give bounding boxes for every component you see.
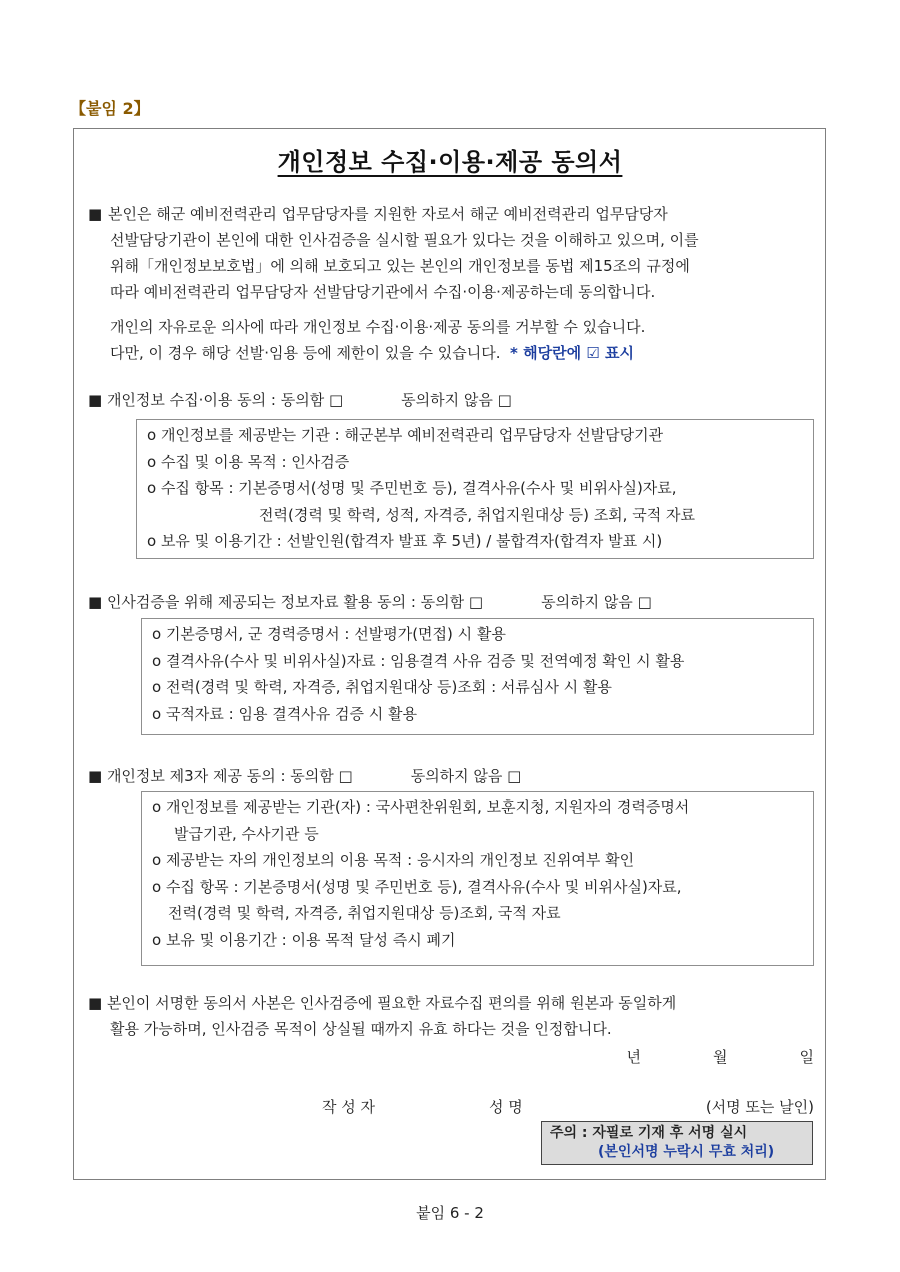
section1-agree-label[interactable]: ■ 개인정보 수집·이용 동의 : 동의함 □ [88,391,344,409]
section2-details-box [141,618,814,735]
section2-item-2: o 결격사유(수사 및 비위사실)자료 : 임용결격 사유 검증 및 전역예정 확인 시 활용 [152,651,685,670]
section3-item-4: o 보유 및 이용기간 : 이용 목적 달성 즉시 폐기 [152,930,456,949]
attachment-label: 【붙임 2】 [70,99,150,118]
closing-paragraph [88,990,818,1042]
writer-label: 작 성 자 [322,1098,376,1116]
square-bullet-icon: ■ [88,205,103,223]
section3-item-3: o 수집 항목 : 기본증명서(성명 및 주민번호 등), 결격사유(수사 및 비위사실)자료, [152,877,682,896]
section2-agree-label[interactable]: ■ 인사검증을 위해 제공되는 정보자료 활용 동의 : 동의함 □ [88,593,484,611]
section3-details-box [141,791,814,966]
consent-note-line-2 [88,340,818,366]
notice-box [541,1121,813,1165]
section3-item-1: o 개인정보를 제공받는 기관(자) : 국사편찬위원회, 보훈지청, 지원자의 경력증명서 [152,798,690,816]
date-day-label[interactable]: 일 [799,1048,814,1066]
closing-line-1: ■ 본인이 서명한 동의서 사본은 인사검증에 필요한 자료수집 편의를 위해 원본과 동일하게 [88,994,677,1012]
mark-instruction: * 해당란에 ☑ 표시 [510,344,634,362]
section1-details-box [136,419,814,559]
intro-line-2: 선발담당기관이 본인에 대한 인사검증을 실시할 필요가 있다는 것을 이해하고 있으며, 이를 [110,231,699,249]
document-title: 개인정보 수집·이용·제공 동의서 [277,148,623,176]
notice-line-2: (본인서명 누락시 무효 처리) [598,1144,775,1160]
intro-line-1 [88,201,818,227]
section2-item-1: o 기본증명서, 군 경력증명서 : 선발평가(면접) 시 활용 [152,625,506,643]
date-year-label[interactable]: 년 [626,1048,641,1066]
section2-heading [88,591,652,612]
intro-line-4: 따라 예비전력관리 업무담당자 선발담당기관에서 수집·이용·제공하는데 동의합니다. [110,283,656,301]
signature-hint[interactable]: (서명 또는 날인) [705,1098,814,1116]
section1-item-1: o 개인정보를 제공받는 기관 : 해군본부 예비전력관리 업무담당자 선발담당기관 [147,426,664,444]
section3-item-1-cont: 발급기관, 수사기관 등 [174,824,319,843]
section3-item-3-cont: 전력(경력 및 학력, 자격증, 취업지원대상 등)조회, 국적 자료 [168,904,561,922]
section2-disagree-label[interactable]: 동의하지 않음 □ [541,593,652,611]
section1-item-4: o 보유 및 이용기간 : 선발인원(합격자 발표 후 5년) / 불합격자(합격자 발표 시) [147,532,663,550]
section2-item-4: o 국적자료 : 임용 결격사유 검증 시 활용 [152,704,417,723]
consent-note-text-2: 다만, 이 경우 해당 선발·임용 등에 제한이 있을 수 있습니다. [110,344,501,362]
section3-item-2: o 제공받는 자의 개인정보의 이용 목적 : 응시자의 개인정보 진위여부 확인 [152,851,635,869]
intro-text-1: 본인은 해군 예비전력관리 업무담당자를 지원한 자로서 해군 예비전력관리 업무담당자 [108,205,668,223]
consent-note [88,314,818,366]
section1-item-3: o 수집 항목 : 기본증명서(성명 및 주민번호 등), 결격사유(수사 및 비위사실)자료, [147,479,677,497]
date-row [627,1046,815,1067]
intro-line-3: 위해「개인정보보호법」에 의해 보호되고 있는 본인의 개인정보를 동법 제15조의 규정에 [110,257,690,275]
section1-heading [88,389,512,410]
section1-disagree-label[interactable]: 동의하지 않음 □ [401,391,512,409]
section3-disagree-label[interactable]: 동의하지 않음 □ [410,767,522,785]
consent-note-line-1: 개인의 자유로운 의사에 따라 개인정보 수집·이용·제공 동의를 거부할 수 있습니다. [110,318,646,336]
section3-heading [88,765,521,786]
page-number: 붙임 6 - 2 [416,1204,484,1222]
section3-agree-label[interactable]: ■ 개인정보 제3자 제공 동의 : 동의함 □ [88,767,353,785]
name-label[interactable]: 성 명 [489,1098,523,1116]
section1-item-3-cont: 전력(경력 및 학력, 성적, 자격증, 취업지원대상 등) 조회, 국적 자료 [259,505,695,524]
section2-item-3: o 전력(경력 및 학력, 자격증, 취업지원대상 등)조회 : 서류심사 시 활용 [152,678,612,696]
notice-line-1: 주의 : 자필로 기재 후 서명 실시 [550,1125,748,1141]
closing-line-2: 활용 가능하며, 인사검증 목적이 상실될 때까지 유효 하다는 것을 인정합니다. [110,1020,612,1038]
date-month-label[interactable]: 월 [713,1048,728,1066]
intro-paragraph [88,201,818,305]
section1-item-2: o 수집 및 이용 목적 : 인사검증 [147,452,350,471]
